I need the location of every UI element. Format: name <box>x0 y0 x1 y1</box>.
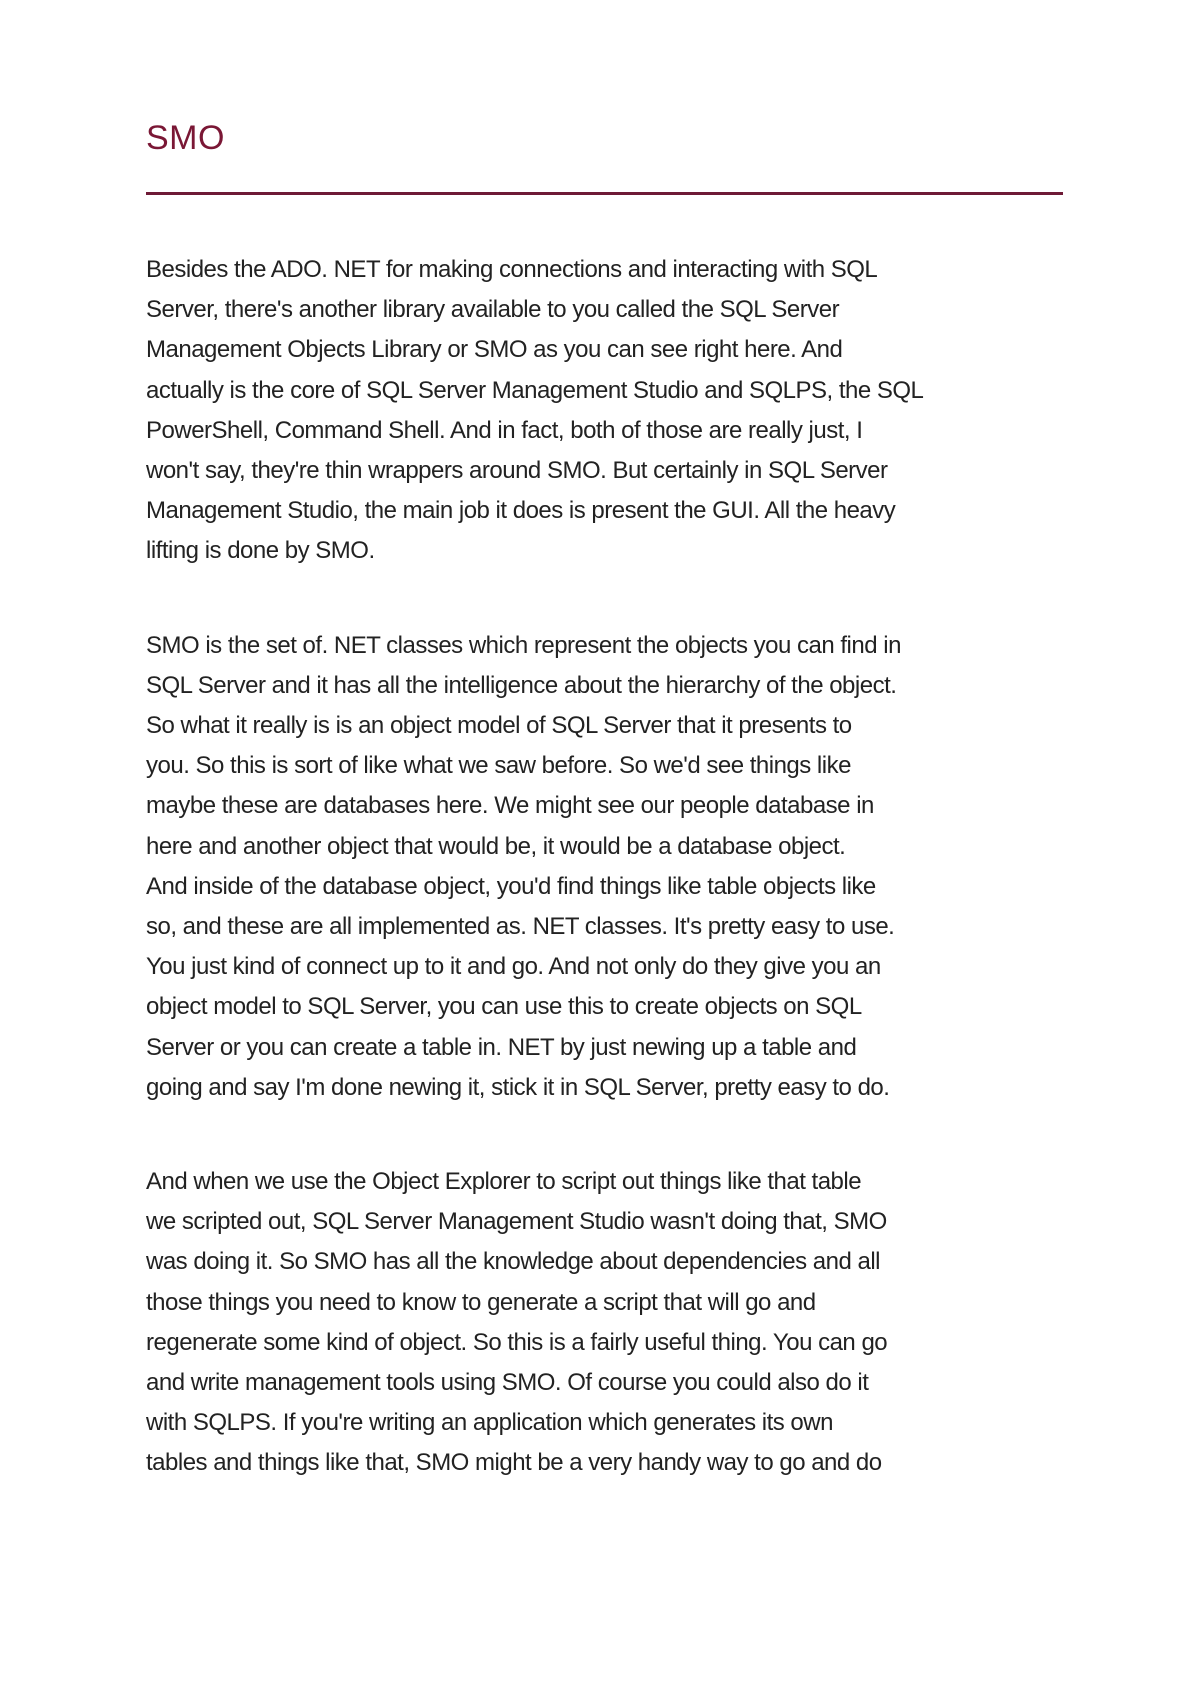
paragraph-3: And when we use the Object Explorer to script out things like that table we scripted out, SQL Server Management Studio wasn't doing that, SMO was doing it. So SMO has all the knowledge about dependencies and all those things you need to know to generate a script that will go and regenerate some kind of object. So this is a fairly useful thing. You can go and write management tools using SMO. Of course you could also do it with SQLPS. If you're writing an application which generates its own tables and things like that, SMO might be a very handy way to go and do <box>146 1168 888 1477</box>
page-title: SMO <box>146 119 225 157</box>
paragraph-2: SMO is the set of. NET classes which represent the objects you can find in SQL Server and it has all the intelligence about the hierarchy of the object. So what it really is is an object model of SQL Server that it presents to you. So this is sort of like what we saw before. So we'd see things like maybe these are databases here. We might see our people database in here and another object that would be, it would be a database object. And inside of the database object, you'd find things like table objects like so, and these are all implemented as. NET classes. It's pretty easy to use. You just kind of connect up to it and go. And not only do they give you an object model to SQL Server, you can use this to create objects on SQL Server or you can create a table in. NET by just newing up a table and going and say I'm done newing it, stick it in SQL Server, pretty easy to do. <box>146 631 901 1101</box>
paragraph-1: Besides the ADO. NET for making connections and interacting with SQL Server, there's another library available to you called the SQL Server Management Objects Library or SMO as you can see right here. And actually is the core of SQL Server Management Studio and SQLPS, the SQL PowerShell, Command Shell. And in fact, both of those are really just, I won't say, they're thin wrappers around SMO. But certainly in SQL Server Management Studio, the main job it does is present the GUI. All the heavy lifting is done by SMO. <box>146 256 924 565</box>
title-divider <box>146 192 1063 195</box>
document-body <box>146 250 1076 1538</box>
